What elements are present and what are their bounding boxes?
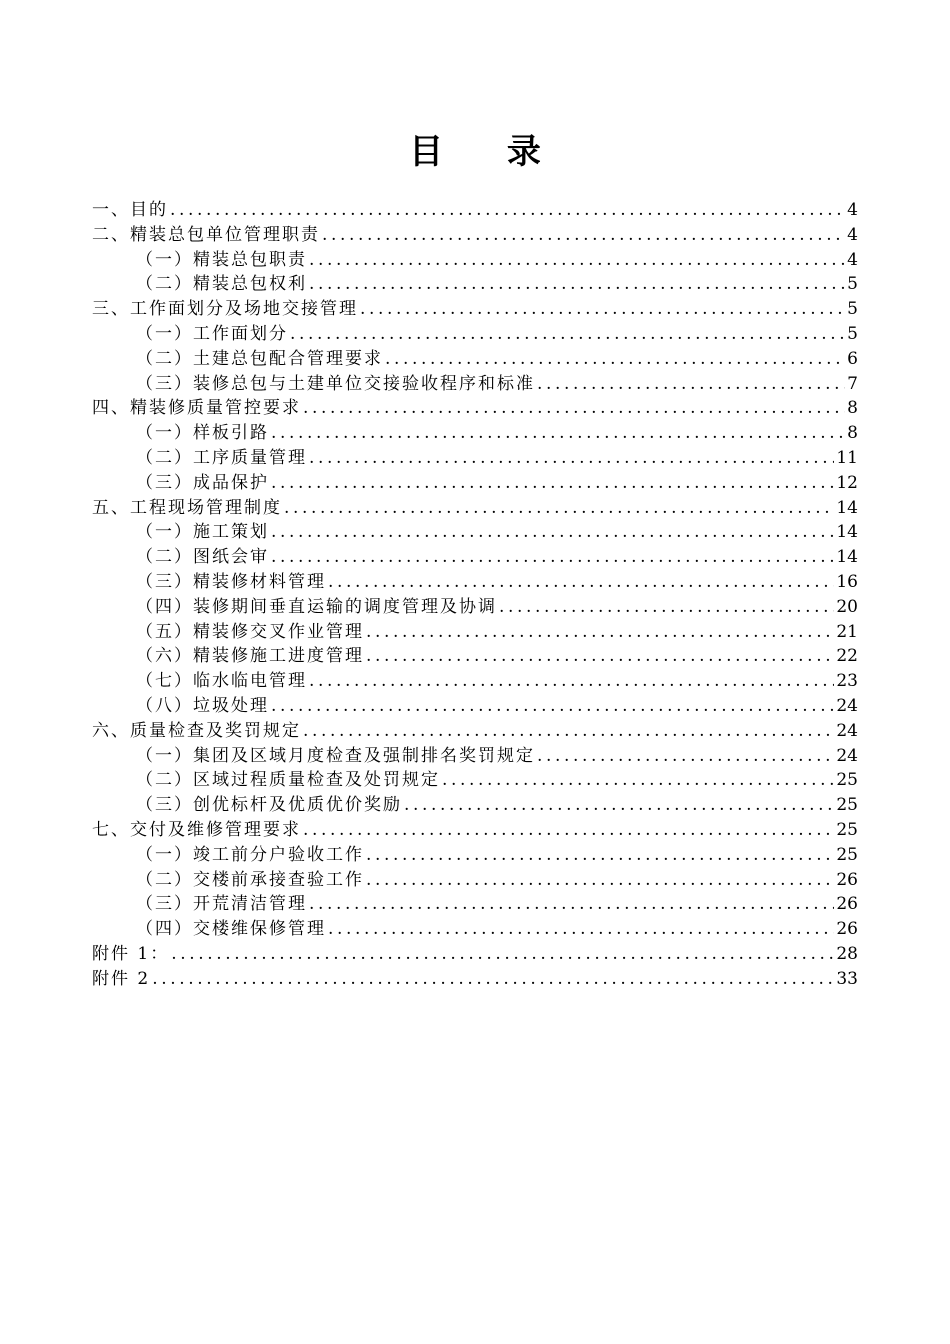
toc-dot-leader xyxy=(499,595,834,620)
toc-entry-page-number: 14 xyxy=(836,522,858,543)
toc-entry-label: （二）图纸会审 xyxy=(136,547,269,568)
toc-dot-leader xyxy=(271,421,845,446)
toc-entry[interactable] xyxy=(92,793,858,818)
toc-entry-label: （一）竣工前分户验收工作 xyxy=(136,844,364,865)
toc-entry[interactable] xyxy=(92,818,858,843)
toc-entry[interactable] xyxy=(92,496,858,521)
toc-entry-label: （五）精装修交叉作业管理 xyxy=(136,621,364,642)
toc-entry[interactable] xyxy=(92,843,858,868)
toc-entry-label: （三）精装修材料管理 xyxy=(136,571,326,592)
toc-entry-label: （八）垃圾处理 xyxy=(136,695,269,716)
toc-entry-label: （二）工序质量管理 xyxy=(136,447,307,468)
toc-entry-label: （六）精装修施工进度管理 xyxy=(136,646,364,667)
toc-entry-label: （七）临水临电管理 xyxy=(136,671,307,692)
toc-entry[interactable] xyxy=(92,595,858,620)
toc-dot-leader xyxy=(309,272,845,297)
toc-dot-leader xyxy=(271,471,834,496)
toc-entry-label: （四）装修期间垂直运输的调度管理及协调 xyxy=(136,596,497,617)
toc-entry-label: （一）精装总包职责 xyxy=(136,249,307,270)
toc-entry[interactable] xyxy=(92,272,858,297)
toc-dot-leader xyxy=(328,570,834,595)
toc-entry-label: （二）交楼前承接查验工作 xyxy=(136,869,364,890)
toc-entry-page-number: 21 xyxy=(836,621,858,642)
table-of-contents xyxy=(92,198,858,992)
toc-entry-page-number: 28 xyxy=(836,943,858,964)
toc-entry-label: 七、交付及维修管理要求 xyxy=(92,819,301,840)
toc-entry-page-number: 25 xyxy=(836,819,858,840)
toc-entry[interactable] xyxy=(92,545,858,570)
toc-dot-leader xyxy=(366,843,834,868)
toc-entry-page-number: 4 xyxy=(847,249,858,270)
toc-entry-page-number: 11 xyxy=(836,447,858,468)
toc-entry-page-number: 12 xyxy=(836,472,858,493)
toc-entry[interactable] xyxy=(92,297,858,322)
toc-entry[interactable] xyxy=(92,421,858,446)
toc-entry-page-number: 4 xyxy=(847,200,858,220)
toc-entry-page-number: 26 xyxy=(836,894,858,915)
toc-dot-leader xyxy=(366,620,834,645)
toc-dot-leader xyxy=(303,396,845,421)
toc-entry[interactable] xyxy=(92,644,858,669)
toc-entry[interactable] xyxy=(92,223,858,248)
toc-entry-page-number: 4 xyxy=(847,224,858,245)
toc-entry-label: （三）开荒清洁管理 xyxy=(136,894,307,915)
toc-entry-label: 二、精装总包单位管理职责 xyxy=(92,224,320,245)
toc-dot-leader xyxy=(309,248,845,273)
toc-entry-page-number: 33 xyxy=(836,968,858,989)
toc-entry-page-number: 25 xyxy=(836,795,858,816)
toc-dot-leader xyxy=(171,942,834,967)
toc-dot-leader xyxy=(309,892,834,917)
toc-entry-page-number: 20 xyxy=(836,596,858,617)
toc-dot-leader xyxy=(322,223,845,248)
toc-entry-page-number: 25 xyxy=(836,770,858,791)
toc-entry-label: （四）交楼维保修管理 xyxy=(136,919,326,940)
toc-dot-leader xyxy=(404,793,834,818)
toc-entry-label: 六、质量检查及奖罚规定 xyxy=(92,720,301,741)
toc-dot-leader xyxy=(328,917,834,942)
toc-entry[interactable] xyxy=(92,744,858,769)
toc-entry-label: 附件 2 xyxy=(92,968,151,989)
toc-dot-leader xyxy=(537,744,834,769)
toc-entry-label: （一）集团及区域月度检查及强制排名奖罚规定 xyxy=(136,745,535,766)
toc-entry[interactable] xyxy=(92,198,858,223)
toc-entry-label: （一）施工策划 xyxy=(136,522,269,543)
toc-entry-label: （二）土建总包配合管理要求 xyxy=(136,348,383,369)
toc-entry-page-number: 8 xyxy=(847,398,858,419)
toc-entry-page-number: 14 xyxy=(836,547,858,568)
toc-dot-leader xyxy=(290,322,845,347)
toc-dot-leader xyxy=(360,297,845,322)
toc-dot-leader xyxy=(271,545,834,570)
toc-dot-leader xyxy=(309,669,834,694)
toc-dot-leader xyxy=(442,768,834,793)
toc-entry[interactable] xyxy=(92,719,858,744)
toc-dot-leader xyxy=(271,694,834,719)
toc-entry-label: （一）样板引路 xyxy=(136,423,269,444)
toc-entry-label: （三）创优标杆及优质优价奖励 xyxy=(136,795,402,816)
toc-entry-label: （三）装修总包与土建单位交接验收程序和标准 xyxy=(136,373,535,394)
toc-entry[interactable] xyxy=(92,471,858,496)
toc-entry[interactable] xyxy=(92,620,858,645)
toc-dot-leader xyxy=(170,198,845,223)
toc-entry-page-number: 24 xyxy=(836,720,858,741)
toc-dot-leader xyxy=(271,520,834,545)
toc-entry[interactable] xyxy=(92,347,858,372)
toc-dot-leader xyxy=(309,446,834,471)
toc-entry-page-number: 24 xyxy=(836,695,858,716)
toc-dot-leader xyxy=(537,372,845,397)
toc-entry-label: 五、工程现场管理制度 xyxy=(92,497,282,518)
toc-entry[interactable] xyxy=(92,446,858,471)
toc-entry-label: （三）成品保护 xyxy=(136,472,269,493)
toc-entry[interactable] xyxy=(92,768,858,793)
toc-entry-page-number: 5 xyxy=(847,299,858,320)
toc-entry[interactable] xyxy=(92,967,858,992)
toc-entry-page-number: 7 xyxy=(847,373,858,394)
toc-entry[interactable] xyxy=(92,322,858,347)
toc-entry[interactable] xyxy=(92,892,858,917)
toc-entry-label: （一）工作面划分 xyxy=(136,323,288,344)
toc-dot-leader xyxy=(284,496,834,521)
toc-title: 目 录 xyxy=(409,132,567,172)
toc-entry-page-number: 14 xyxy=(836,497,858,518)
toc-dot-leader xyxy=(303,719,834,744)
toc-entry[interactable] xyxy=(92,669,858,694)
toc-entry-label: 一、目的 xyxy=(92,200,168,220)
toc-entry-page-number: 26 xyxy=(836,919,858,940)
toc-entry-label: （二）精装总包权利 xyxy=(136,274,307,295)
toc-entry-page-number: 24 xyxy=(836,745,858,766)
toc-entry-page-number: 23 xyxy=(836,671,858,692)
toc-entry-label: 四、精装修质量管控要求 xyxy=(92,398,301,419)
toc-entry-label: （二）区域过程质量检查及处罚规定 xyxy=(136,770,440,791)
toc-entry[interactable] xyxy=(92,868,858,893)
toc-entry-page-number: 16 xyxy=(836,571,858,592)
toc-entry-page-number: 25 xyxy=(836,844,858,865)
toc-entry-label: 三、工作面划分及场地交接管理 xyxy=(92,299,358,320)
toc-entry-label: 附件 1： xyxy=(92,943,170,964)
toc-entry-page-number: 22 xyxy=(836,646,858,667)
toc-dot-leader xyxy=(385,347,845,372)
toc-entry[interactable] xyxy=(92,372,858,397)
toc-entry-page-number: 5 xyxy=(847,274,858,295)
toc-entry[interactable] xyxy=(92,917,858,942)
toc-entry-page-number: 6 xyxy=(847,348,858,369)
toc-entry[interactable] xyxy=(92,396,858,421)
toc-entry-page-number: 5 xyxy=(847,323,858,344)
toc-dot-leader xyxy=(366,868,834,893)
toc-entry[interactable] xyxy=(92,694,858,719)
toc-entry[interactable] xyxy=(92,570,858,595)
toc-entry[interactable] xyxy=(92,942,858,967)
toc-dot-leader xyxy=(152,967,834,992)
toc-dot-leader xyxy=(366,644,834,669)
toc-entry-page-number: 26 xyxy=(836,869,858,890)
toc-entry[interactable] xyxy=(92,520,858,545)
toc-dot-leader xyxy=(303,818,834,843)
toc-entry[interactable] xyxy=(92,248,858,273)
toc-entry-page-number: 8 xyxy=(847,423,858,444)
